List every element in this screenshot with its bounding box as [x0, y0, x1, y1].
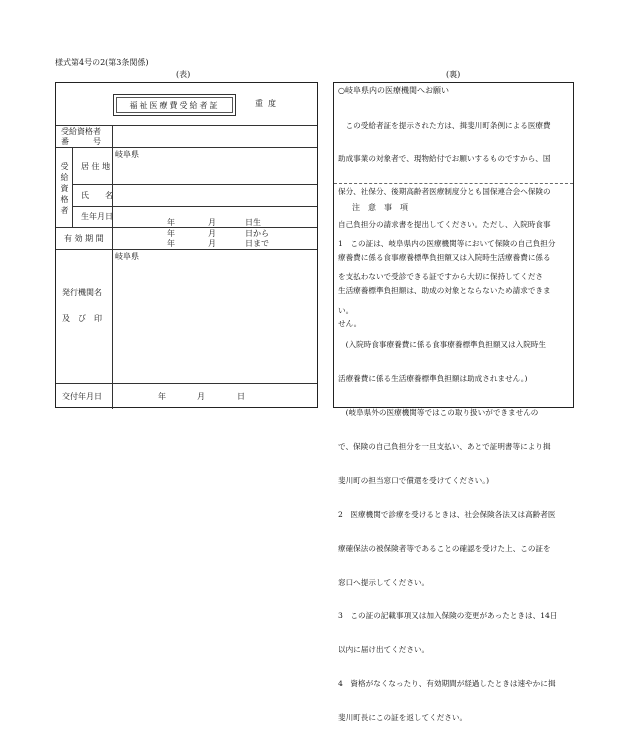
severity-label: 重度 [255, 99, 281, 108]
issue-month: 月 [197, 392, 205, 401]
issue-day: 日 [237, 392, 245, 401]
birthdate-label: 生年月日 [81, 212, 113, 221]
issuer-label-1: 発行機関名 [62, 288, 102, 297]
valid-from-month: 月 [208, 229, 216, 238]
address-value: 岐阜県 [115, 150, 139, 159]
issuer-value: 岐阜県 [115, 252, 139, 261]
valid-from-year: 年 [167, 229, 175, 238]
issuer-label-2: 及 び 印 [62, 314, 102, 323]
certificate-title: 福祉医療費受給者証 [116, 97, 233, 113]
valid-to-year: 年 [167, 239, 175, 248]
name-label: 氏 名 [81, 191, 113, 200]
address-label: 居 住 地 [81, 162, 111, 171]
valid-to-month: 月 [208, 239, 216, 248]
front-side-label: (表) [176, 70, 191, 79]
recipient-vertical-label: 受 給 資 格 者 [60, 162, 69, 215]
certificate-back [333, 82, 574, 723]
recipient-number-label-1: 受給資格者 [61, 127, 101, 136]
notes-body: 1 この証は、岐阜県内の医療機関等において保険の自己負担分 を支払わないで受診できる証ですから大切に保持してくださ い。 (入院時食事療養費に係る食事療養標準負担額又は入院時生 活療養費に係る生活療養標準負担額は助成されません。) (岐阜県外の医療機関等ではこの取り扱いができませんの で、保険の自己負担分を一旦支払い、あとで証明書等により揖 斐川町の担当窓口で償還を受けてください。) 2 医療機関で診療を受けるときは、社会保険各法又は高齢者医 療確保法の被保険者等であることの確認を受けた上、この証を 窓口へ提示してください。 3 この証の記載事項又は加入保険の変更があったときは、14日 以内に届け出てください。 4 資格がなくなったり、有効期間が経過したときは速やかに揖 斐川町長にこの証を返してください。 [338, 238, 558, 723]
birth-month: 月 [208, 218, 216, 227]
issue-year: 年 [158, 392, 166, 401]
validity-label: 有 効 期 間 [64, 234, 104, 243]
form-number: 様式第4号の2(第3条関係) [55, 58, 149, 67]
valid-from-day: 日から [245, 229, 269, 238]
notes-title: 注 意 事 項 [352, 203, 408, 212]
back-side-label: (裏) [446, 70, 461, 79]
certificate-title-box [113, 94, 236, 116]
birth-day: 日生 [245, 218, 261, 227]
issue-date-label: 交付年月日 [62, 392, 102, 401]
certificate-front [55, 82, 318, 408]
divider-line [334, 183, 573, 184]
recipient-number-label-2: 番 号 [61, 137, 101, 146]
birth-year: 年 [167, 218, 175, 227]
request-body: この受給者証を提示された方は、揖斐川町条例による医療費 助成事業の対象者で、現物給付でお願いするものですから、国 保分、社保分、後期高齢者医療制度分とも国保連合会へ保険の 自己負担分の請求書を提出してください。ただし、入院時食事 療養費に係る食事療養標準負担額又は入院時生活療養費に係る 生活療養標準負担額は、助成の対象とならないため請求できま せん。 [338, 121, 551, 328]
request-title: ○岐阜県内の医療機関へお願い [338, 86, 449, 95]
valid-to-day: 日まで [245, 239, 269, 248]
